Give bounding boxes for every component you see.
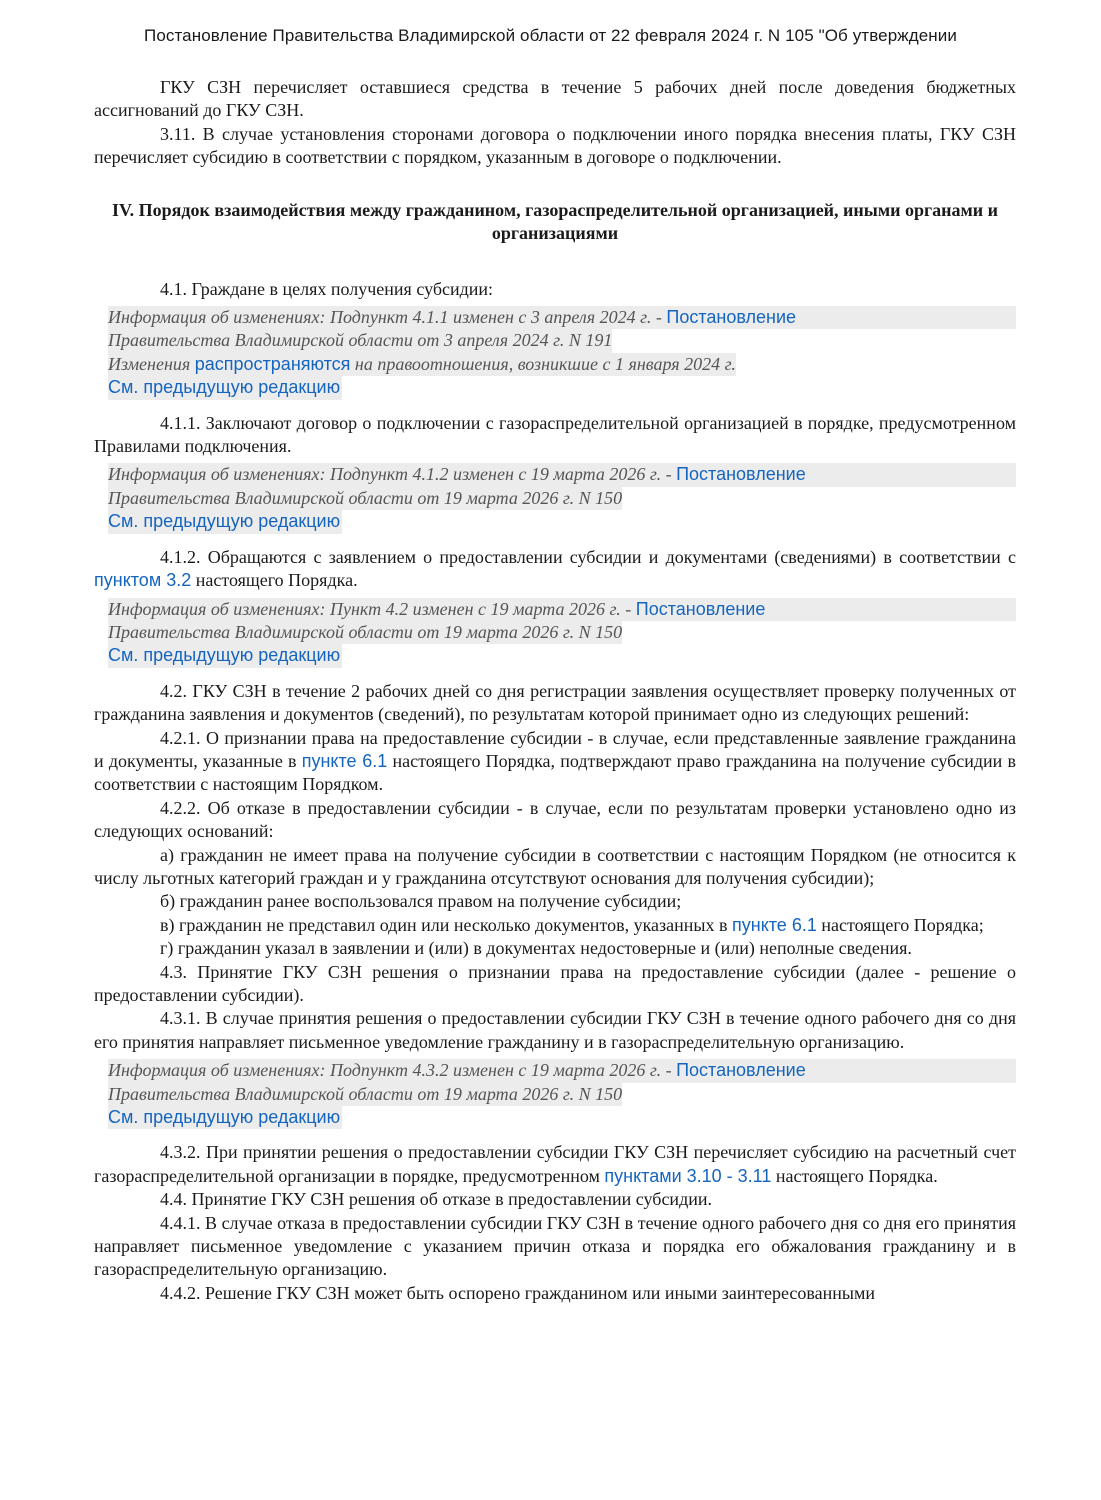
previous-edition-link[interactable]: См. предыдущую редакцию: [108, 1106, 342, 1129]
paragraph-text: настоящего Порядка.: [771, 1165, 938, 1186]
change-info-line: [108, 307, 796, 327]
change-info-label: Информация об изменениях:: [108, 1060, 326, 1081]
reference-link[interactable]: пунктами 3.10 - 3.11: [604, 1165, 772, 1186]
change-info-decree: Правительства Владимирской области от 19 марта 2026 г. N 150: [108, 1083, 623, 1104]
change-info-text: Подпункт 4.1.2 изменен с 19 марта 2026 г. -: [325, 464, 677, 485]
decree-link[interactable]: Постановление: [635, 598, 766, 619]
change-info-note-rest: на правоотношения, возникшие с 1 января 2024 г.: [350, 353, 736, 374]
paragraph-4-1: 4.1. Граждане в целях получения субсидии:: [160, 278, 494, 299]
paragraph-text: настоящего Порядка;: [816, 914, 984, 935]
reference-link[interactable]: пунктом 3.2: [94, 570, 192, 591]
paragraph-text: настоящего Порядка.: [191, 570, 358, 591]
paragraph-text: 4.2.1. О признании права на предоставление субсидии - в случае, если представленные заявление гражданина и документы, указанные в: [94, 727, 1016, 771]
paragraph-text: 4.3.2. При принятии решения о предоставлении субсидии ГКУ СЗН перечисляет субсидию на расчетный счет газораспределительной организации в порядке, предусмотренном: [94, 1142, 1016, 1186]
decree-link[interactable]: Постановление: [676, 1060, 806, 1081]
paragraph-4-3-2: [94, 1141, 1016, 1188]
previous-edition-link[interactable]: См. предыдущую редакцию: [108, 376, 342, 399]
paragraph-4-2-1: [94, 727, 1016, 797]
paragraph-4-3: 4.3. Принятие ГКУ СЗН решения о признании права на предоставление субсидии (далее - решение о предоставлении субсидии).: [94, 961, 1016, 1005]
paragraph-4-4-2: 4.4.2. Решение ГКУ СЗН может быть оспорено гражданином или иными заинтересованными: [160, 1282, 876, 1303]
document-body: [94, 76, 1016, 1305]
paragraph-4-4: 4.4. Принятие ГКУ СЗН решения об отказе в предоставлении субсидии.: [160, 1189, 712, 1210]
change-info-label: Информация об изменениях:: [108, 598, 326, 619]
paragraph-4-4-1: 4.4.1. В случае отказа в предоставлении субсидии ГКУ СЗН в течение одного рабочего дня со дня его принятия направляет письменное уведомление с указанием причин отказа и порядка его обжалования гражданину и в газораспределительную организацию.: [94, 1212, 1016, 1280]
previous-edition-link[interactable]: См. предыдущую редакцию: [108, 644, 342, 667]
change-info-block: [108, 598, 1016, 668]
change-info-block: [108, 463, 1016, 533]
change-info-block: [108, 1059, 1016, 1129]
list-item-v: [94, 914, 1016, 937]
change-info-decree: Правительства Владимирской области от 19 марта 2026 г. N 150: [108, 487, 623, 508]
section-heading: IV. Порядок взаимодействия между гражданином, газораспределительной организацией, иными органами и организациями: [111, 199, 999, 243]
decree-link[interactable]: Постановление: [676, 464, 806, 485]
change-info-block: [108, 306, 1016, 400]
paragraph-3-11: 3.11. В случае установления сторонами договора о подключении иного порядка внесения платы, ГКУ СЗН перечисляет субсидию в соответствии с порядком, указанным в договоре о подключении.: [94, 123, 1016, 168]
paragraph-4-2: 4.2. ГКУ СЗН в течение 2 рабочих дней со дня регистрации заявления осуществляет проверку полученных от гражданина заявления и документов (сведений), по результатам которой принимает одно из следующих решений:: [94, 680, 1016, 725]
applies-link[interactable]: распространяются: [194, 353, 351, 374]
paragraph-4-2-2: 4.2.2. Об отказе в предоставлении субсидии - в случае, если по результатам проверки установлено одно из следующих оснований:: [94, 797, 1016, 842]
change-info-decree: Правительства Владимирской области от 19 марта 2026 г. N 150: [108, 621, 623, 642]
change-info-label: Информация об изменениях:: [108, 464, 326, 485]
reference-link[interactable]: пункте 6.1: [732, 914, 817, 935]
reference-link[interactable]: пункте 6.1: [301, 750, 388, 771]
change-info-text: Подпункт 4.3.2 изменен с 19 марта 2026 г. -: [325, 1060, 677, 1081]
list-item-b: б) гражданин ранее воспользовался правом на получение субсидии;: [160, 891, 682, 912]
paragraph: ГКУ СЗН перечисляет оставшиеся средства в течение 5 рабочих дней после доведения бюджетных ассигнований до ГКУ СЗН.: [94, 77, 1016, 121]
change-info-text: Пункт 4.2 изменен с 19 марта 2026 г. -: [325, 598, 636, 619]
change-info-decree: Правительства Владимирской области от 3 апреля 2024 г. N 191: [108, 330, 613, 351]
document-header: Постановление Правительства Владимирской области от 22 февраля 2024 г. N 105 "Об утверждении: [144, 26, 957, 45]
decree-link[interactable]: Постановление: [666, 307, 797, 328]
list-item-g: г) гражданин указал в заявлении и (или) в документах недостоверные и (или) неполные сведения.: [160, 938, 912, 959]
paragraph-text: в) гражданин не представил один или несколько документов, указанных в: [160, 914, 732, 935]
change-info-note: Изменения: [108, 353, 195, 374]
previous-edition-link[interactable]: См. предыдущую редакцию: [108, 510, 342, 533]
paragraph-text: настоящего Порядка, подтверждают право гражданина на получение субсидии в соответствии с настоящим Порядком.: [94, 750, 1016, 795]
change-info-label: Информация об изменениях:: [108, 307, 326, 328]
paragraph-text: 4.1.2. Обращаются с заявлением о предоставлении субсидии и документами (сведениями) в соответствии с: [160, 546, 1016, 567]
change-info-text: Подпункт 4.1.1 изменен с 3 апреля 2024 г. -: [325, 307, 667, 328]
paragraph-4-1-1: 4.1.1. Заключают договор о подключении с газораспределительной организацией в порядке, предусмотренном Правилами подключения.: [94, 412, 1016, 457]
paragraph-4-3-1: 4.3.1. В случае принятия решения о предоставлении субсидии ГКУ СЗН в течение одного рабочего дня со дня его принятия направляет письменное уведомление гражданину и в газораспределительную организацию.: [94, 1008, 1016, 1052]
paragraph-4-1-2: [94, 546, 1016, 593]
list-item-a: а) гражданин не имеет права на получение субсидии в соответствии с настоящим Порядком (не относится к числу льготных категорий граждан и у гражданина отсутствуют основания для получения субсидии);: [94, 844, 1016, 888]
